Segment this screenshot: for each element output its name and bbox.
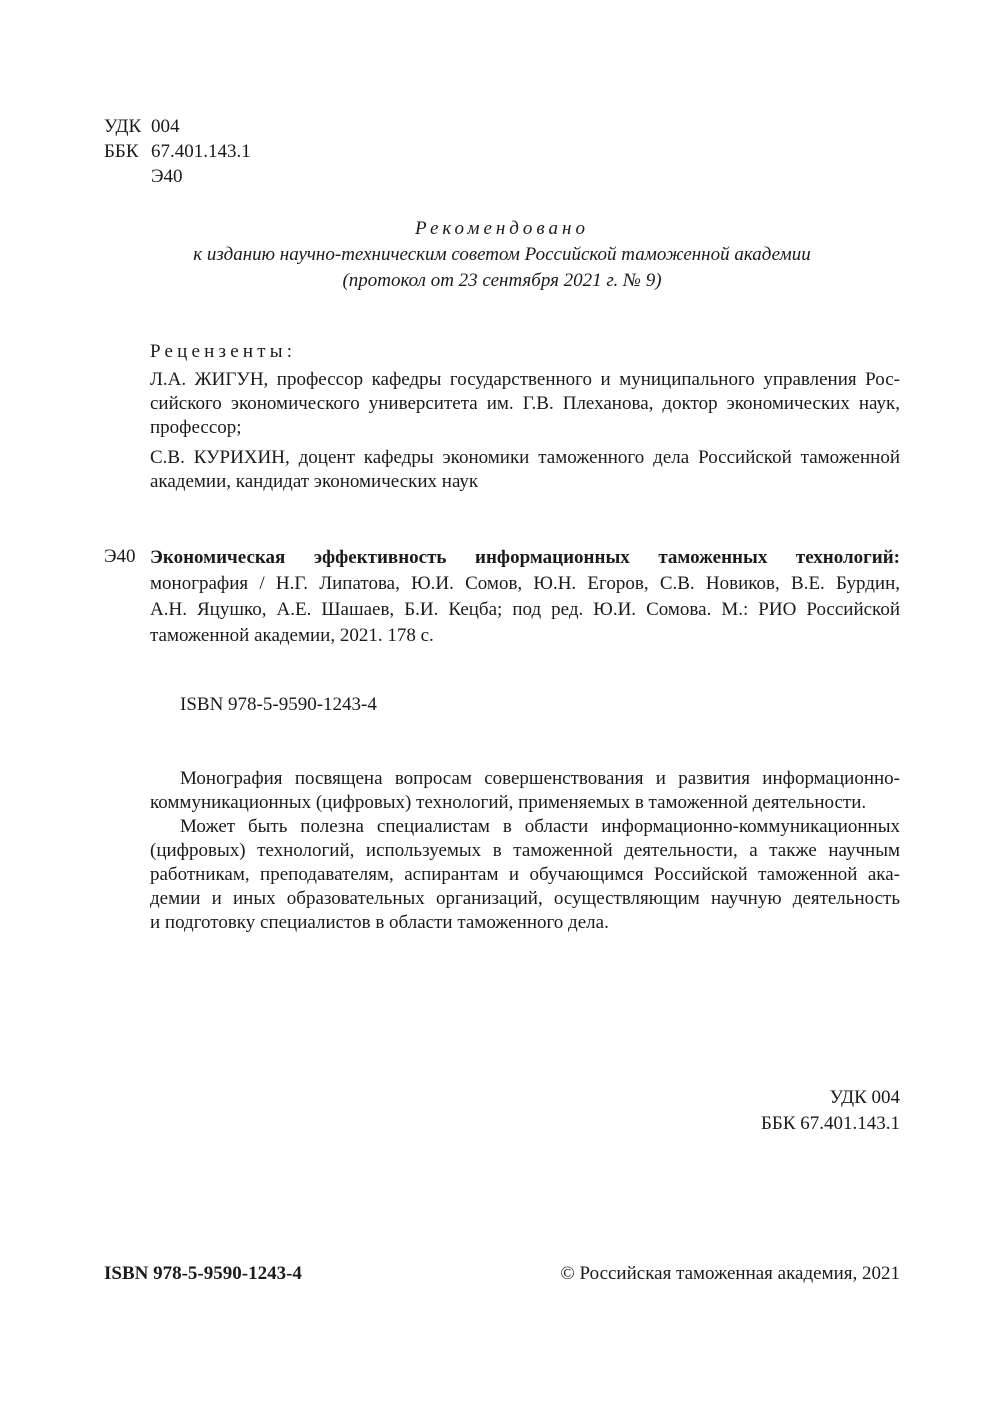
reviewer-2-line: С.В. КУРИХИН, доцент кафедры экономики таможенного дела Российской таможенной: [150, 447, 900, 468]
recommendation-heading: Рекомендовано: [415, 218, 589, 239]
author-mark-row: [104, 164, 251, 189]
annotation-line: и подготовку специалистов в области таможенного дела.: [150, 912, 609, 933]
annotation-line: Может быть полезна специалистам в области информационно-коммуникационных: [180, 816, 900, 837]
bibliographic-line: монография / Н.Г. Липатова, Ю.И. Сомов, Ю.Н. Егоров, С.В. Новиков, В.Е. Бурдин,: [150, 573, 900, 594]
annotation-line: работникам, преподавателям, аспирантам и обучающимся Российской таможенной ака-: [150, 864, 900, 885]
footer-isbn: ISBN 978-5-9590-1243-4: [104, 1263, 302, 1284]
isbn-line: ISBN 978-5-9590-1243-4: [180, 694, 377, 715]
recommendation-block: [0, 216, 1004, 294]
annotation-line: Монография посвящена вопросам совершенствования и развития информационно-: [180, 768, 900, 789]
classification-codes: [104, 114, 251, 189]
udk-value: 004: [151, 116, 180, 137]
reviewer-entry: [150, 368, 900, 440]
bbk-label: ББК: [104, 141, 139, 162]
author-mark: Э40: [151, 166, 183, 187]
bottom-bbk: ББК 67.401.143.1: [761, 1113, 900, 1134]
bbk-row: [104, 139, 251, 164]
book-title: Экономическая эффективность информационных таможенных технологий:: [150, 547, 900, 568]
annotation-line: (цифровых) технологий, используемых в таможенной деятельности, а также научным: [150, 840, 900, 861]
bottom-udk: УДК 004: [829, 1087, 900, 1108]
footer-copyright: © Российская таможенная академия, 2021: [560, 1263, 900, 1284]
bbk-value: 67.401.143.1: [151, 141, 251, 162]
annotation-line: демии и иных образовательных организаций, осуществляющим научную деятельность: [150, 888, 900, 909]
reviewers-heading: Рецензенты:: [150, 341, 297, 362]
reviewer-2-line: академии, кандидат экономических наук: [150, 471, 479, 492]
reviewer-1-line: профессор;: [150, 417, 242, 438]
reviewer-1-line: сийского экономического университета им. Г.В. Плеханова, доктор экономических наук,: [150, 393, 900, 414]
udk-label: УДК: [104, 116, 142, 137]
reviewer-entry: [150, 446, 900, 494]
recommendation-line-1: к изданию научно-техническим советом Российской таможенной академии: [193, 244, 811, 265]
bibliographic-line: А.Н. Яцушко, А.Е. Шашаев, Б.И. Кецба; под ред. Ю.И. Сомова. М.: РИО Российской: [150, 599, 900, 620]
recommendation-line-2: (протокол от 23 сентября 2021 г. № 9): [342, 270, 662, 291]
udk-row: [104, 114, 251, 139]
bibliographic-code: Э40: [104, 546, 136, 567]
annotation-line: коммуникационных (цифровых) технологий, применяемых в таможенной деятельности.: [150, 792, 867, 813]
bibliographic-line: таможенной академии, 2021. 178 с.: [150, 625, 434, 646]
bibliographic-record: [150, 545, 900, 649]
annotation: [150, 767, 900, 935]
reviewer-1-line: Л.А. ЖИГУН, профессор кафедры государственного и муниципального управления Рос-: [150, 369, 900, 390]
bottom-classification-codes: [761, 1085, 900, 1137]
